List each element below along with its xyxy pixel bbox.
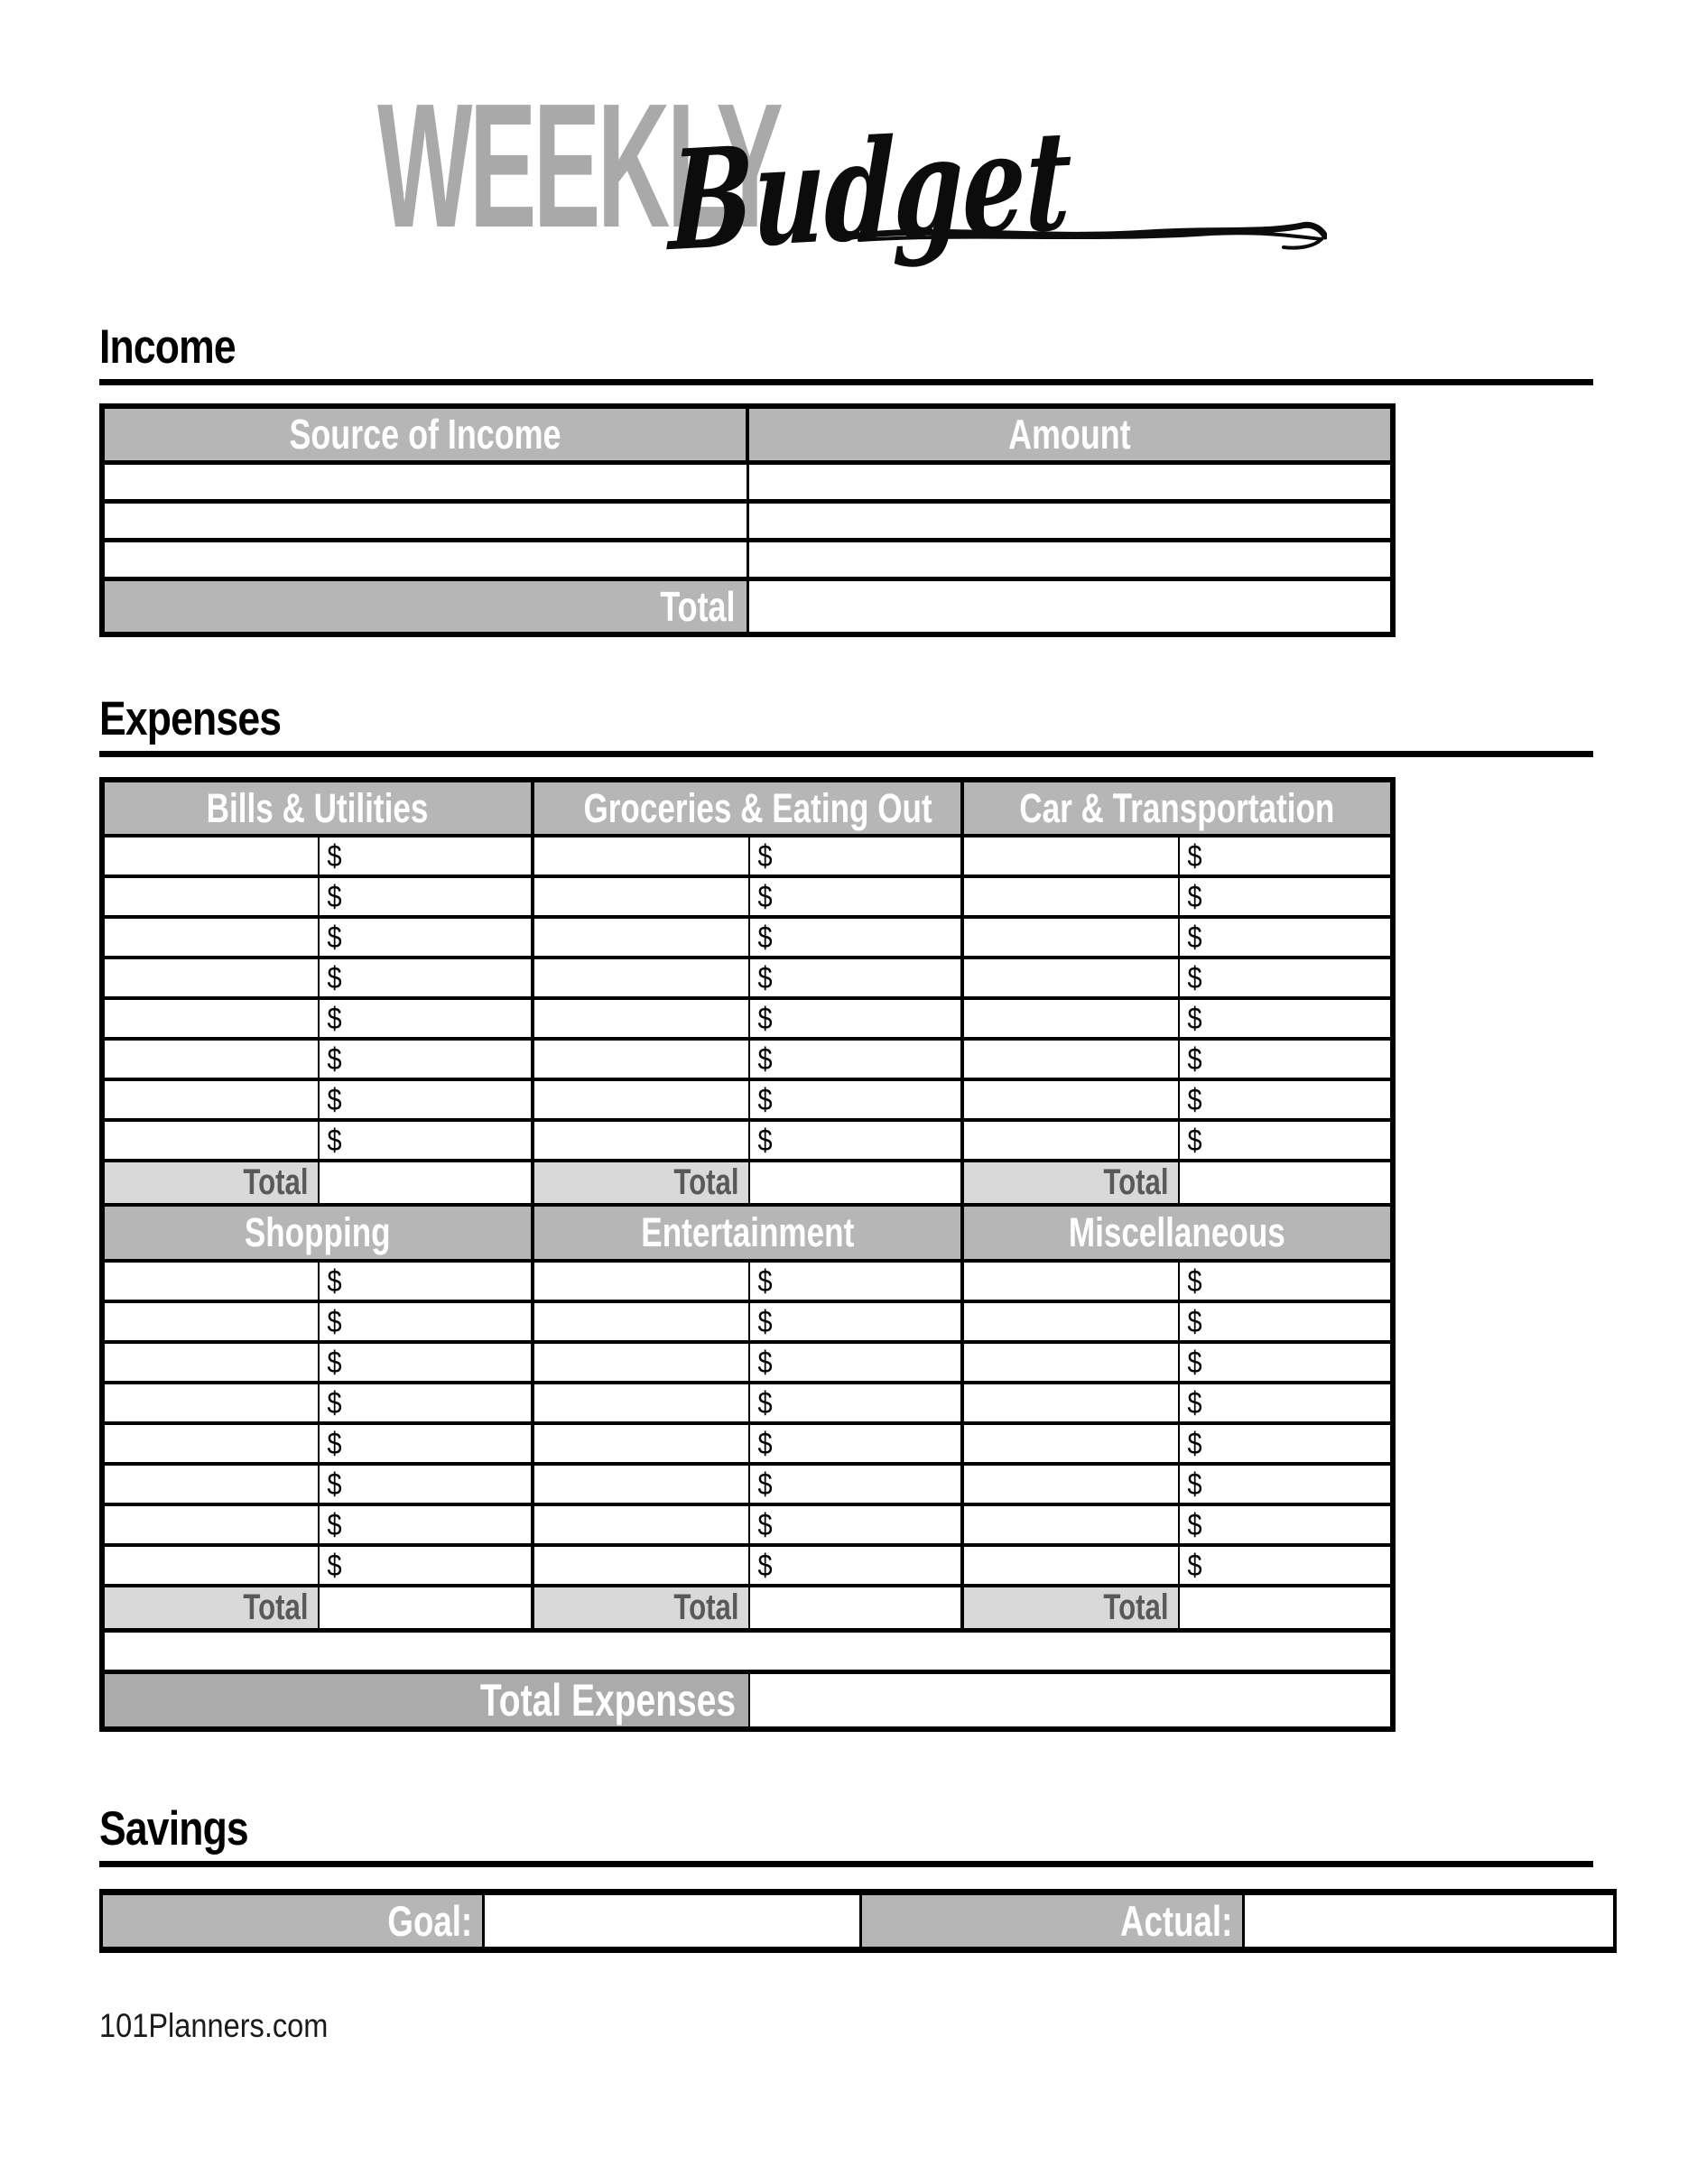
income-source-cell[interactable] <box>102 540 747 578</box>
expense-item-cell[interactable] <box>533 876 749 917</box>
expense-item-cell[interactable] <box>962 958 1179 998</box>
dollar-sign: $ <box>757 1001 773 1036</box>
dollar-sign: $ <box>757 1385 773 1421</box>
dollar-sign: $ <box>327 1385 342 1421</box>
dollar-sign: $ <box>327 1123 342 1158</box>
group-total-label: Total <box>102 1586 319 1631</box>
income-source-cell[interactable] <box>102 462 747 501</box>
expense-item-cell[interactable] <box>962 1504 1179 1545</box>
expense-item-cell[interactable] <box>962 1261 1179 1301</box>
expense-item-cell[interactable] <box>533 1545 749 1586</box>
dollar-sign: $ <box>1187 1426 1202 1461</box>
expense-item-cell[interactable] <box>533 1423 749 1464</box>
dollar-sign: $ <box>1187 1548 1202 1583</box>
expense-amount-cell[interactable] <box>319 1383 533 1423</box>
dollar-sign: $ <box>327 1001 342 1036</box>
group-header-car-transportation: Car & Transportation <box>962 780 1393 836</box>
group-total-cell[interactable] <box>319 1161 533 1205</box>
income-total-label-text: Total <box>660 582 736 630</box>
group-total-cell[interactable] <box>1179 1161 1393 1205</box>
expense-amount-cell[interactable] <box>319 876 533 917</box>
savings-table <box>99 1889 1617 1953</box>
dollar-sign: $ <box>1187 920 1202 955</box>
dollar-sign: $ <box>327 879 342 914</box>
expenses-section-title: Expenses <box>99 692 282 745</box>
savings-goal-cell[interactable] <box>483 1892 860 1950</box>
group-total-row-2 <box>102 1586 1393 1631</box>
dollar-sign: $ <box>1187 1263 1202 1299</box>
income-source-cell[interactable] <box>102 501 747 540</box>
expenses-section <box>99 691 1605 1732</box>
dollar-sign: $ <box>327 960 342 995</box>
expense-entry-row <box>102 1383 1393 1423</box>
dollar-sign: $ <box>757 879 773 914</box>
site-credit-text: 101Planners.com <box>99 2007 329 2044</box>
savings-goal-label: Goal: <box>101 1892 483 1950</box>
dollar-sign: $ <box>1187 960 1202 995</box>
expense-amount-cell[interactable] <box>319 1504 533 1545</box>
expense-item-cell[interactable] <box>533 1342 749 1383</box>
group-total-cell[interactable] <box>749 1586 962 1631</box>
expense-amount-cell[interactable] <box>319 1464 533 1504</box>
expense-entry-row <box>102 917 1393 958</box>
expense-item-cell[interactable] <box>102 1383 319 1423</box>
dollar-sign: $ <box>1187 1082 1202 1117</box>
expense-item-cell[interactable] <box>962 876 1179 917</box>
expense-item-cell[interactable] <box>962 1301 1179 1342</box>
expense-item-cell[interactable] <box>962 917 1179 958</box>
expense-item-cell[interactable] <box>102 917 319 958</box>
expense-entry-row <box>102 1120 1393 1161</box>
dollar-sign: $ <box>757 1507 773 1542</box>
expense-entry-row <box>102 958 1393 998</box>
group-total-label: Total <box>962 1161 1179 1205</box>
expense-amount-cell[interactable] <box>749 1342 962 1383</box>
expense-amount-cell[interactable] <box>749 1423 962 1464</box>
dollar-sign: $ <box>327 1263 342 1299</box>
dollar-sign: $ <box>757 1123 773 1158</box>
expense-amount-cell[interactable] <box>749 1079 962 1120</box>
expense-amount-cell[interactable] <box>319 1079 533 1120</box>
expense-amount-cell[interactable] <box>319 1423 533 1464</box>
expense-item-cell[interactable] <box>962 836 1179 876</box>
expense-item-cell[interactable] <box>102 958 319 998</box>
dollar-sign: $ <box>327 920 342 955</box>
dollar-sign: $ <box>327 1041 342 1077</box>
income-col-header-amount-label: Amount <box>1008 411 1131 458</box>
expense-entry-row <box>102 1545 1393 1586</box>
income-section-title: Income <box>99 320 236 374</box>
total-expenses-cell[interactable] <box>749 1672 1393 1730</box>
expense-amount-cell[interactable] <box>749 1039 962 1079</box>
expense-amount-cell[interactable] <box>319 1301 533 1342</box>
income-blank-row <box>102 462 1393 501</box>
expense-item-cell[interactable] <box>102 1079 319 1120</box>
logo-budget-script: Budget <box>667 98 1073 282</box>
expense-group-header-row-2 <box>102 1205 1393 1261</box>
dollar-sign: $ <box>327 1082 342 1117</box>
savings-section-title: Savings <box>99 1802 248 1855</box>
expense-entry-row <box>102 1301 1393 1342</box>
expense-amount-cell[interactable] <box>1179 958 1393 998</box>
dollar-sign: $ <box>1187 1041 1202 1077</box>
expense-amount-cell[interactable] <box>1179 1545 1393 1586</box>
expense-item-cell[interactable] <box>533 1261 749 1301</box>
expense-entry-row <box>102 1079 1393 1120</box>
expense-item-cell[interactable] <box>533 836 749 876</box>
expense-item-cell[interactable] <box>962 1342 1179 1383</box>
expense-item-cell[interactable] <box>533 1039 749 1079</box>
expense-item-cell[interactable] <box>102 1504 319 1545</box>
income-col-header-amount <box>747 406 1393 462</box>
expense-amount-cell[interactable] <box>1179 1423 1393 1464</box>
expense-amount-cell[interactable] <box>749 1504 962 1545</box>
income-total-cell[interactable] <box>747 578 1393 634</box>
group-total-cell[interactable] <box>749 1161 962 1205</box>
income-blank-row <box>102 540 1393 578</box>
expense-amount-cell[interactable] <box>1179 1120 1393 1161</box>
dollar-sign: $ <box>327 1507 342 1542</box>
dollar-sign: $ <box>1187 838 1202 874</box>
expense-amount-cell[interactable] <box>1179 1504 1393 1545</box>
dollar-sign: $ <box>757 1345 773 1380</box>
group-header-miscellaneous: Miscellaneous <box>962 1205 1393 1261</box>
site-credit <box>99 2007 359 2045</box>
dollar-sign: $ <box>327 1467 342 1502</box>
expense-item-cell[interactable] <box>533 998 749 1039</box>
expense-item-cell[interactable] <box>102 1545 319 1586</box>
expenses-spacer-cell <box>102 1631 1393 1672</box>
expense-amount-cell[interactable] <box>319 998 533 1039</box>
expense-amount-cell[interactable] <box>1179 836 1393 876</box>
income-section <box>99 319 1605 637</box>
expenses-table <box>99 777 1396 1732</box>
expense-amount-cell[interactable] <box>1179 1301 1393 1342</box>
dollar-sign: $ <box>1187 1385 1202 1421</box>
expense-item-cell[interactable] <box>102 1342 319 1383</box>
expense-entry-row <box>102 1342 1393 1383</box>
dollar-sign: $ <box>757 1467 773 1502</box>
expense-entry-row <box>102 998 1393 1039</box>
logo-underline-flourish-icon <box>850 209 1327 265</box>
expense-group-header-row-1 <box>102 780 1393 836</box>
expense-amount-cell[interactable] <box>319 1261 533 1301</box>
income-amount-cell[interactable] <box>747 462 1393 501</box>
income-blank-row <box>102 501 1393 540</box>
dollar-sign: $ <box>327 1548 342 1583</box>
expense-amount-cell[interactable] <box>1179 1039 1393 1079</box>
dollar-sign: $ <box>757 1082 773 1117</box>
expenses-spacer-row <box>102 1631 1393 1672</box>
expense-item-cell[interactable] <box>102 1423 319 1464</box>
group-header-groceries-eating-out: Groceries & Eating Out <box>533 780 962 836</box>
income-col-header-source-label: Source of Income <box>289 411 561 458</box>
expense-amount-cell[interactable] <box>749 1120 962 1161</box>
expense-amount-cell[interactable] <box>1179 1464 1393 1504</box>
expense-entry-row <box>102 1504 1393 1545</box>
savings-actual-label: Actual: <box>860 1892 1243 1950</box>
dollar-sign: $ <box>757 1548 773 1583</box>
dollar-sign: $ <box>1187 1123 1202 1158</box>
income-section-rule <box>99 379 1593 385</box>
expense-entry-row <box>102 836 1393 876</box>
expense-item-cell[interactable] <box>962 998 1179 1039</box>
expense-amount-cell[interactable] <box>749 998 962 1039</box>
expense-amount-cell[interactable] <box>319 1545 533 1586</box>
expense-item-cell[interactable] <box>533 1464 749 1504</box>
dollar-sign: $ <box>757 1263 773 1299</box>
expense-amount-cell[interactable] <box>319 958 533 998</box>
expense-amount-cell[interactable] <box>319 1342 533 1383</box>
dollar-sign: $ <box>757 920 773 955</box>
dollar-sign: $ <box>327 838 342 874</box>
expense-amount-cell[interactable] <box>1179 917 1393 958</box>
group-total-label: Total <box>533 1161 749 1205</box>
income-total-label <box>102 578 747 634</box>
savings-section <box>99 1801 1605 1953</box>
expense-item-cell[interactable] <box>533 1301 749 1342</box>
expense-item-cell[interactable] <box>102 998 319 1039</box>
expense-item-cell[interactable] <box>962 1079 1179 1120</box>
expense-entry-row <box>102 1464 1393 1504</box>
expense-item-cell[interactable] <box>962 1039 1179 1079</box>
expense-item-cell[interactable] <box>533 1079 749 1120</box>
expense-amount-cell[interactable] <box>749 1261 962 1301</box>
expense-amount-cell[interactable] <box>1179 876 1393 917</box>
expense-item-cell[interactable] <box>533 1120 749 1161</box>
expense-item-cell[interactable] <box>102 1120 319 1161</box>
expense-item-cell[interactable] <box>962 1545 1179 1586</box>
expense-entry-row <box>102 1423 1393 1464</box>
expense-item-cell[interactable] <box>962 1464 1179 1504</box>
dollar-sign: $ <box>1187 1507 1202 1542</box>
group-header-entertainment: Entertainment <box>533 1205 962 1261</box>
dollar-sign: $ <box>327 1345 342 1380</box>
group-total-label: Total <box>102 1161 319 1205</box>
expense-amount-cell[interactable] <box>1179 998 1393 1039</box>
expense-item-cell[interactable] <box>962 1423 1179 1464</box>
income-table <box>99 403 1396 637</box>
income-total-row <box>102 578 1393 634</box>
savings-actual-cell[interactable] <box>1243 1892 1615 1950</box>
savings-row <box>101 1892 1615 1950</box>
expense-amount-cell[interactable] <box>1179 1383 1393 1423</box>
expense-amount-cell[interactable] <box>749 1545 962 1586</box>
expense-item-cell[interactable] <box>533 1504 749 1545</box>
expense-item-cell[interactable] <box>533 1383 749 1423</box>
expense-item-cell[interactable] <box>533 958 749 998</box>
expense-entry-row <box>102 876 1393 917</box>
income-amount-cell[interactable] <box>747 540 1393 578</box>
expense-amount-cell[interactable] <box>319 1120 533 1161</box>
expense-amount-cell[interactable] <box>749 1301 962 1342</box>
expense-item-cell[interactable] <box>102 1464 319 1504</box>
expense-amount-cell[interactable] <box>319 1039 533 1079</box>
expense-item-cell[interactable] <box>962 1120 1179 1161</box>
dollar-sign: $ <box>327 1304 342 1339</box>
expense-entry-row <box>102 1039 1393 1079</box>
expense-amount-cell[interactable] <box>1179 1342 1393 1383</box>
expense-amount-cell[interactable] <box>749 1464 962 1504</box>
expense-amount-cell[interactable] <box>749 917 962 958</box>
dollar-sign: $ <box>757 838 773 874</box>
expense-item-cell[interactable] <box>102 876 319 917</box>
dollar-sign: $ <box>327 1426 342 1461</box>
group-total-label: Total <box>533 1586 749 1631</box>
income-col-header-source <box>102 406 747 462</box>
dollar-sign: $ <box>1187 1345 1202 1380</box>
dollar-sign: $ <box>1187 879 1202 914</box>
dollar-sign: $ <box>757 1426 773 1461</box>
expense-amount-cell[interactable] <box>319 836 533 876</box>
expenses-section-rule <box>99 751 1593 757</box>
expense-amount-cell[interactable] <box>319 917 533 958</box>
dollar-sign: $ <box>757 1304 773 1339</box>
dollar-sign: $ <box>1187 1001 1202 1036</box>
expense-amount-cell[interactable] <box>749 876 962 917</box>
income-header-row <box>102 406 1393 462</box>
expense-amount-cell[interactable] <box>1179 1261 1393 1301</box>
total-expenses-label: Total Expenses <box>102 1672 749 1730</box>
expense-amount-cell[interactable] <box>749 836 962 876</box>
expense-amount-cell[interactable] <box>749 1383 962 1423</box>
group-total-cell[interactable] <box>319 1586 533 1631</box>
income-amount-cell[interactable] <box>747 501 1393 540</box>
expense-item-cell[interactable] <box>102 1039 319 1079</box>
dollar-sign: $ <box>1187 1467 1202 1502</box>
dollar-sign: $ <box>757 960 773 995</box>
expense-amount-cell[interactable] <box>749 958 962 998</box>
expense-entry-row <box>102 1261 1393 1301</box>
dollar-sign: $ <box>757 1041 773 1077</box>
expense-item-cell[interactable] <box>102 1261 319 1301</box>
savings-section-rule <box>99 1861 1593 1867</box>
group-total-cell[interactable] <box>1179 1586 1393 1631</box>
logo-weekly-wordmark: WEEKLY <box>377 67 781 264</box>
dollar-sign: $ <box>1187 1304 1202 1339</box>
expense-item-cell[interactable] <box>533 917 749 958</box>
group-header-bills-utilities: Bills & Utilities <box>102 780 533 836</box>
total-expenses-row <box>102 1672 1393 1730</box>
group-total-label: Total <box>962 1586 1179 1631</box>
expense-amount-cell[interactable] <box>1179 1079 1393 1120</box>
expense-item-cell[interactable] <box>102 1301 319 1342</box>
group-total-row-1 <box>102 1161 1393 1205</box>
expense-item-cell[interactable] <box>962 1383 1179 1423</box>
expense-item-cell[interactable] <box>102 836 319 876</box>
group-header-shopping: Shopping <box>102 1205 533 1261</box>
